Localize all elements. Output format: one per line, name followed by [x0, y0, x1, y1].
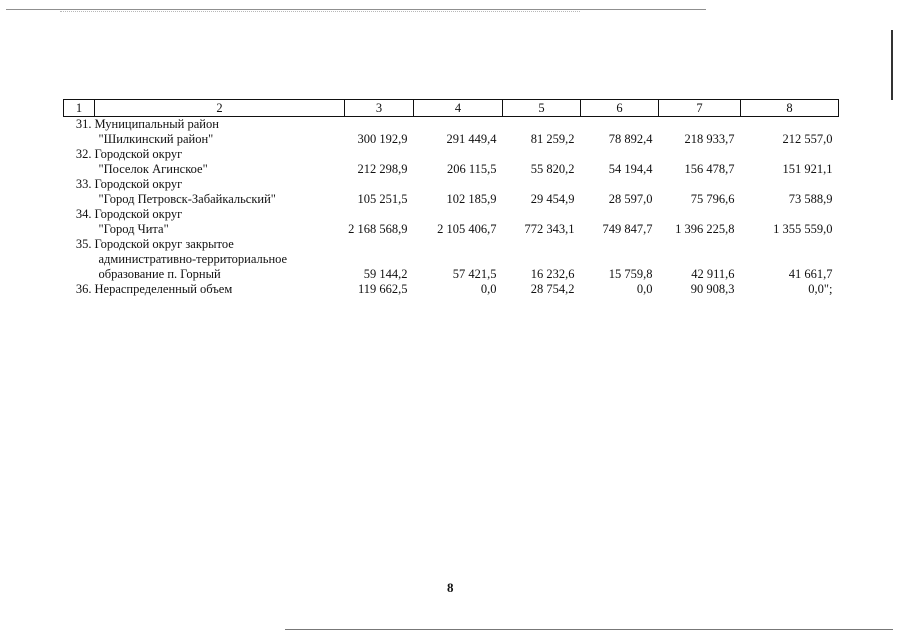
table-row: [64, 147, 839, 177]
row-number: 34.: [75, 207, 92, 221]
value-cell-c3: 2 168 568,9: [348, 222, 408, 236]
row-name: [95, 207, 345, 237]
scan-edge-bottom: [285, 629, 893, 630]
value-cell-c4: 102 185,9: [446, 192, 497, 206]
value-cell-c3: 59 144,2: [363, 267, 408, 281]
value-cell-c3: 300 192,9: [357, 132, 408, 146]
scan-edge-right: [891, 30, 893, 100]
row-number: 32.: [75, 147, 92, 161]
row-name: [95, 237, 345, 282]
row-name-line: Городской округ: [94, 147, 183, 161]
value-cell-c6: 54 194,4: [608, 162, 653, 176]
value-cell-c6: 78 892,4: [608, 132, 653, 146]
value-cell-c5: 81 259,2: [530, 132, 575, 146]
row-name-line: Муниципальный район: [94, 117, 219, 131]
row-name: [95, 117, 345, 148]
value-cell-c6: 0,0: [636, 282, 653, 296]
table-row: [64, 237, 839, 282]
header-col-8: 8: [741, 100, 839, 117]
value-cell-c7: 90 908,3: [690, 282, 735, 296]
value-cell-c3: 119 662,5: [357, 282, 408, 296]
header-col-1: 1: [64, 100, 95, 117]
value-cell-c7: 42 911,6: [691, 267, 735, 281]
scan-edge-top-dotted: [60, 11, 580, 12]
row-name: [95, 147, 345, 177]
value-cell-c8: 0,0";: [808, 282, 833, 296]
row-name-line: Городской округ: [94, 207, 183, 221]
page-number: 8: [447, 580, 454, 595]
header-col-7: 7: [659, 100, 741, 117]
value-cell-c4: 0,0: [480, 282, 497, 296]
row-number: 31.: [75, 117, 92, 131]
value-cell-c5: 772 343,1: [524, 222, 575, 236]
value-cell-c8: 212 557,0: [782, 132, 833, 146]
value-cell-c7: 1 396 225,8: [675, 222, 735, 236]
value-cell-c4: 206 115,5: [446, 162, 497, 176]
value-cell-c8: 1 355 559,0: [773, 222, 833, 236]
value-cell-c7: 218 933,7: [684, 132, 735, 146]
header-col-5: 5: [503, 100, 581, 117]
value-cell-c4: 2 105 406,7: [437, 222, 497, 236]
value-cell-c5: 55 820,2: [530, 162, 575, 176]
distribution-table: [63, 99, 839, 297]
row-number: 36.: [75, 282, 92, 296]
row-name-line: административно-территориальное: [98, 252, 288, 266]
value-cell-c4: 57 421,5: [452, 267, 497, 281]
row-name-line: "Шилкинский район": [98, 132, 214, 146]
value-cell-c4: 291 449,4: [446, 132, 497, 146]
row-name: [95, 177, 345, 207]
value-cell-c7: 156 478,7: [684, 162, 735, 176]
row-name-line: "Поселок Агинское": [98, 162, 208, 176]
row-name: [95, 282, 345, 297]
row-name-line: Нераспределенный объем: [94, 282, 233, 296]
value-cell-c8: 41 661,7: [788, 267, 833, 281]
header-col-6: 6: [581, 100, 659, 117]
table-row: [64, 177, 839, 207]
table-row: [64, 207, 839, 237]
header-col-3: 3: [345, 100, 414, 117]
row-name-line: образование п. Горный: [98, 267, 221, 281]
value-cell-c6: 749 847,7: [602, 222, 653, 236]
value-cell-c7: 75 796,6: [690, 192, 735, 206]
row-number: 33.: [75, 177, 92, 191]
row-name-line: Городской округ: [94, 177, 183, 191]
table-header-row: [64, 100, 839, 117]
value-cell-c3: 105 251,5: [357, 192, 408, 206]
row-name-line: "Город Петровск-Забайкальский": [98, 192, 276, 206]
value-cell-c5: 29 454,9: [530, 192, 575, 206]
value-cell-c6: 28 597,0: [608, 192, 653, 206]
value-cell-c8: 73 588,9: [788, 192, 833, 206]
value-cell-c5: 28 754,2: [530, 282, 575, 296]
row-number: 35.: [75, 237, 92, 251]
row-name-line: "Город Чита": [98, 222, 169, 236]
value-cell-c6: 15 759,8: [608, 267, 653, 281]
value-cell-c5: 16 232,6: [530, 267, 575, 281]
value-cell-c8: 151 921,1: [782, 162, 833, 176]
header-col-2: 2: [95, 100, 345, 117]
header-col-4: 4: [414, 100, 503, 117]
value-cell-c3: 212 298,9: [357, 162, 408, 176]
scan-edge-top: [6, 9, 706, 10]
table-row: [64, 117, 839, 148]
row-name-line: Городской округ закрытое: [94, 237, 234, 251]
table-row: [64, 282, 839, 297]
